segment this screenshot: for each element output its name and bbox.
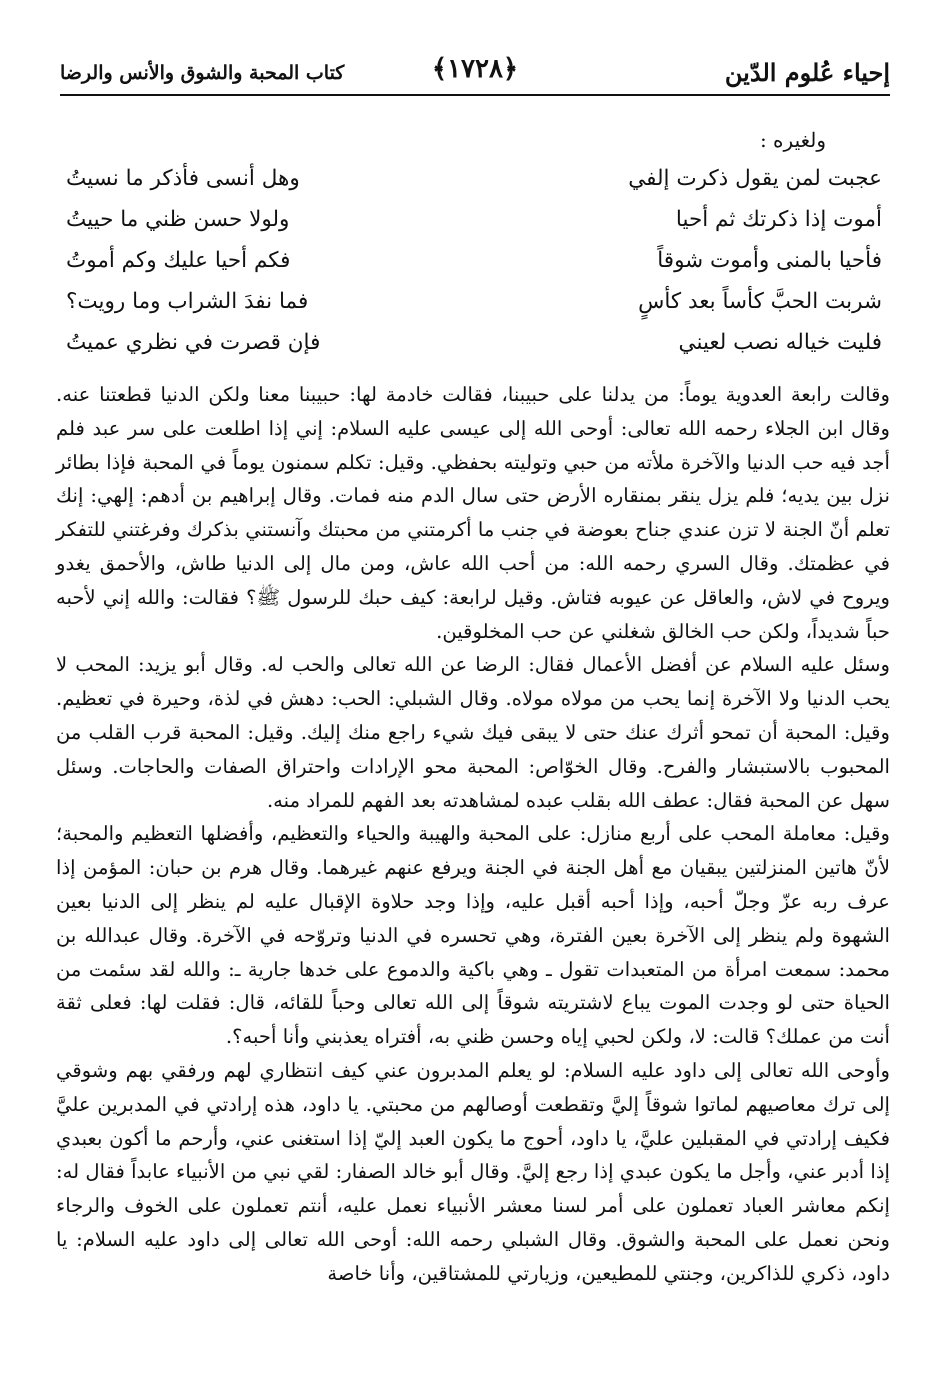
running-header — [60, 50, 890, 96]
body-text — [56, 378, 890, 1291]
verse-first-hemistich: شربت الحبَّ كأساً بعد كأسٍ — [638, 289, 882, 314]
poem-verse — [66, 248, 882, 288]
paragraph: وقالت رابعة العدوية يوماً: من يدلنا على حبيبنا، فقالت خادمة لها: حبيبنا معنا ولكن الدنيا قطعتنا عنه. وقال ابن الجلاء رحمه الله تعالى: أوحى الله إلى عيسى عليه السلام: إني إذا اطلعت على سر عبد فلم أجد فيه حب الدنيا والآخرة ملأته من حبي وتوليته بحفظي. وقيل: تكلم سمنون يوماً في المحبة فإذا بطائر نزل بين يديه؛ فلم يزل ينقر بمنقاره الأرض حتى سال الدم منه فمات. وقال إبراهيم بن أدهم: إلهي: إنك تعلم أنّ الجنة لا تزن عندي جناح بعوضة في جنب ما أكرمتني من محبتك وآنستني بذكرك وفرغتني للتفكر في عظمتك. وقال السري رحمه الله: من أحب الله عاش، ومن مال إلى الدنيا طاش، والأحمق يغدو ويروح في لاش، والعاقل عن عيوبه فتاش. وقيل لرابعة: كيف حبك للرسول ﷺ؟ فقالت: والله إني لأحبه حباً شديداً، ولكن حب الخالق شغلني عن حب المخلوقين. — [56, 383, 890, 643]
verse-second-hemistich: فكم أحيا عليك وكم أموتُ — [66, 248, 291, 273]
poem-verse — [66, 166, 882, 206]
poem-verse — [66, 289, 882, 329]
header-rule — [60, 94, 890, 96]
verse-second-hemistich: ولولا حسن ظني ما حييتُ — [66, 207, 290, 232]
poem-verse — [66, 330, 882, 370]
chapter-title: كتاب المحبة والشوق والأنس والرضا — [60, 62, 345, 84]
paragraph: وقيل: معاملة المحب على أربع منازل: على المحبة والهيبة والحياء والتعظيم، وأفضلها التعظيم والمحبة؛ لأنّ هاتين المنزلتين يبقيان مع أهل الجنة في الجنة ويرفع عنهم غيرهما. وقال هرم بن حبان: المؤمن إذا عرف ربه عزّ وجلّ أحبه، وإذا أحبه أقبل عليه، وإذا وجد حلاوة الإقبال عليه لم ينظر إلى الدنيا بعين الشهوة ولم ينظر إلى الآخرة بعين الفترة، وهي تحسره في الدنيا وتروّحه في الآخرة. وقال عبدالله بن محمد: سمعت امرأة من المتعبدات تقول ـ وهي باكية والدموع على خدها جارية ـ: والله لقد سئمت من الحياة حتى لو وجدت الموت يباع لاشتريته شوقاً إلى الله تعالى وحباً للقائه، قال: فقلت لها: فعلى ثقة أنت من عملك؟ قالت: لا، ولكن لحبي إياه وحسن ظني به، أفتراه يعذبني وأنا أحبه؟. — [56, 822, 890, 1049]
page-number: ﴿١٧٢٨﴾ — [431, 54, 519, 84]
verse-first-hemistich: أموت إذا ذكرتك ثم أحيا — [675, 207, 882, 232]
verse-first-hemistich: فأحيا بالمنى وأموت شوقاً — [657, 248, 882, 273]
paragraph: وسئل عليه السلام عن أفضل الأعمال فقال: الرضا عن الله تعالى والحب له. وقال أبو يزيد: المحب لا يحب الدنيا ولا الآخرة إنما يحب من مولاه مولاه. وقال الشبلي: الحب: دهش في لذة، وحيرة في تعظيم. وقيل: المحبة أن تمحو أثرك عنك حتى لا يبقى فيك شيء راجع منك إليك. وقيل: المحبة قرب القلب من المحبوب بالاستبشار والفرح. وقال الخوّاص: المحبة محو الإرادات واحتراق الصفات والحاجات. وسئل سهل عن المحبة فقال: عطف الله بقلب عبده لمشاهدته بعد الفهم للمراد منه. — [56, 653, 890, 812]
verse-second-hemistich: وهل أنسى فأذكر ما نسيتُ — [66, 166, 300, 191]
verse-second-hemistich: فما نفدَ الشراب وما رويت؟ — [66, 289, 309, 314]
verse-first-hemistich: عجبت لمن يقول ذكرت إلفي — [628, 166, 882, 191]
book-title: إحياء عُلوم الدّين — [724, 58, 890, 87]
verse-first-hemistich: فليت خياله نصب لعيني — [678, 330, 882, 355]
verse-second-hemistich: فإن قصرت في نظري عميتُ — [66, 330, 321, 355]
poem-verse — [66, 207, 882, 247]
paragraph: وأوحى الله تعالى إلى داود عليه السلام: لو يعلم المدبرون عني كيف انتظاري لهم ورفقي بهم وشوقي إلى ترك معاصيهم لماتوا شوقاً إليَّ وتقطعت أوصالهم من محبتي. يا داود، هذه إرادتي في المدبرين عليَّ فكيف إرادتي في المقبلين عليَّ، يا داود، أحوج ما يكون العبد إليّ إذا استغنى عني، وأرحم ما أكون بعبدي إذا أدبر عني، وأجل ما يكون عبدي إذا رجع إليَّ. وقال أبو خالد الصفار: لقي نبي من الأنبياء عابداً فقال له: إنكم معاشر العباد تعملون على أمر لسنا معشر الأنبياء نعمل عليه، أنتم تعملون على الخوف والرجاء ونحن نعمل على المحبة والشوق. وقال الشبلي رحمه الله: أوحى الله تعالى إلى داود عليه السلام: يا داود، ذكري للذاكرين، وجنتي للمطيعين، وزيارتي للمشتاقين، وأنا خاصة — [56, 1058, 890, 1285]
poem — [66, 166, 882, 366]
poem-intro: ولغيره : — [759, 128, 826, 152]
